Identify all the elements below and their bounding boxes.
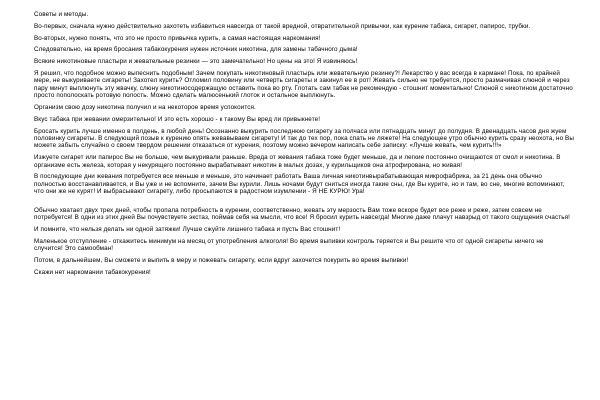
paragraph-noon: Бросать курить лучше именно в полдень, в любой день! Осознанно выкурить последнюю сигарету за полчаса или пятнадцать минут до полудня. В двенадцать часов дня жуем половинку сигареты. В следующий позыв к курению опять жевавываем сигарету! И так до тех пор, пока спать не ляжете! На следующее утро обычно курить сразу неохота, но Вы можете забыть случайно о своем твердом решении отказаться от курения, поэтому можно вечером написать себе записку: «Лучше жевать, чем курить!!!» [34, 127, 574, 150]
section-gap [34, 200, 574, 207]
paragraph-nicotine-source: Следовательно, на время бросания табакокурения нужен источник никотина, для замены табачного дыма! [34, 46, 358, 54]
paragraph-dose: Организм свою дозу никотина получил и на некоторое время успокоится. [34, 104, 256, 111]
paragraph-few-days: Обычно хватает двух трех дней, чтобы пропала потребность в курении, соответственно, жевать эту мерзость Вам тоже вскоре будет все реже и реже, затем совсем не потребуется! В одни из этих дней Вы почувствуете экстаз, поймав себя на мысли, что все! Я бросил курить навсегда! Многие даже плачут навзрыд от такого ощущения счастья! [34, 207, 570, 222]
paragraph-method: Я решил, что подобное можно выпеснить подобным! Зачем покупать никотиновый пластырь или жевательную резинку?! Лекарство у вас всегда в кармане! Пока, по крайней мере, не выкуриваете сигареты! Захотел курить? Отломил половину или четверть сигареты и закинул ее в рот! Жевать сильно не требуется, просто размачивая слюной и через пару минут выплюнуть эту жвачку, слюну никотиносодержащую оставить пока во рту. Глотать сам табак не рекомендую - стошнит моментально! Слюной с никотином достаточно просто пополоскать ротовую полость. Можно сделать малюсенький глоток и остальное выплюнуть. [34, 69, 573, 100]
paragraph-recovery: В последующие дни жевания потребуется все меньше и меньше, это начинает работать Ваша личная никотинвырабатывающая микрофабрика, за 21 день она обычно полностью восстанавливается, и Вы уже и не вспомните, зачем Вы курили. Лишь ночами будут сниться иногда такие сны, где Вы курите, но и там, во сне, многие вспоминают, что они же не курят! И выбрасывают сигарету, либо просыпаются в радостном изумлении - Я НЕ КУРЮ! Ура! [34, 173, 565, 196]
paragraph-taste: Вкус табака при жевании омерзительно! И это есть хорошо - к такому Вы вред ли привыкнете! [34, 115, 321, 123]
paragraph-patches: Всякие никотиновые пластыри и жевательные резинки — это замечательно! Но цены на это! Я извиняюсь! [34, 58, 358, 66]
paragraph-slogan: Скажи нет наркомании табакокурения! [34, 269, 151, 277]
paragraph-harm: Изжуете сигарет или папирос Вы не больше, чем выкуривали раньше. Вреда от жевания табака тоже будет меньше, да и легкие постоянно очищаются от смол и никотина. В организме есть железа, которая у некурящего постоянно вырабатывает никотин в малых дозах, у курильщиков она атрофирована, но живая! [34, 154, 561, 169]
document-body [34, 11, 574, 276]
paragraph-wish: Во-первых, сначала нужно действительно захотеть избавиться навсегда от такой вредной, отвратительной привычки, как курение табака, сигарет, папирос, трубки. [34, 22, 531, 30]
paragraph-no-puff: И помните, что нельзя делать ни одной затяжки! Лучше сжуйте лишнего табака и пусть Вас стошнит! [34, 226, 341, 234]
paragraph-later: Потом, в дальнейшем, Вы сможете и выпить в меру и пожевать сигарету, если вдруг захочется покурить во время выпивки! [34, 257, 409, 265]
paragraph-alcohol: Маленькое отступление - откажитесь минимум на месяц от употребления алкоголя! Во время выпивки контроль теряется и Вы решите что от одной сигареты ничего не случится! Это самообман! [34, 238, 544, 253]
document-title: Советы и методы. [34, 11, 89, 18]
paragraph-addiction: Во-вторых, нужно понять, что это не просто привычка курить, а самая настоящая наркомания! [34, 34, 321, 42]
